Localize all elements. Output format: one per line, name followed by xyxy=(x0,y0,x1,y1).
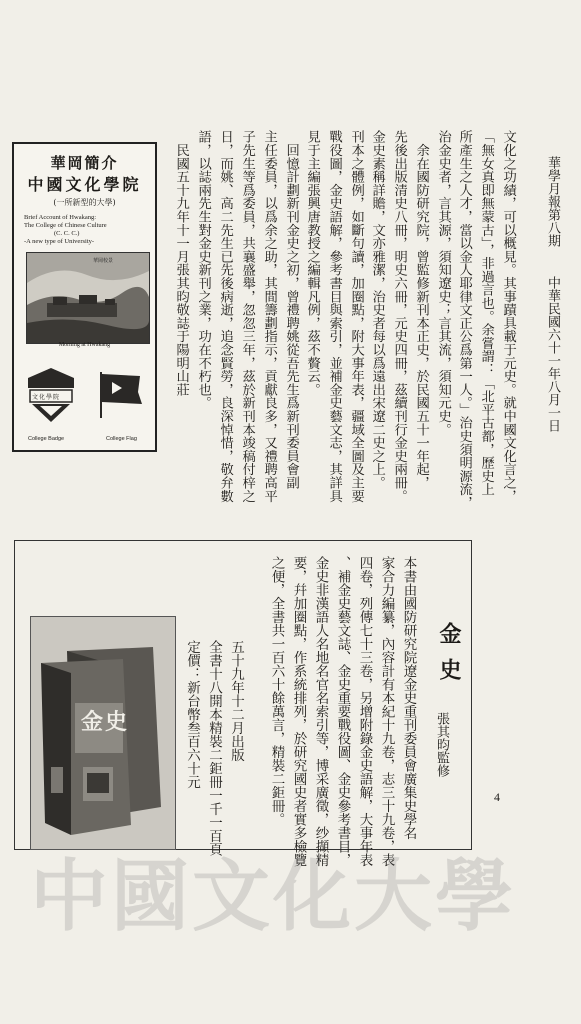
description-column: 四卷，列傳七十三卷，另增附錄金史語解，大事年表 xyxy=(356,556,373,867)
description-column: 要，幷加圈點，作系統排列，於研究國史者實多檢覽 xyxy=(290,556,307,867)
book-photo xyxy=(30,616,176,850)
article-column: 主任委員，以爲余之助，其間籌劃指示，貢獻良多，又禮聘高平 xyxy=(261,130,277,503)
college-flag-icon xyxy=(98,370,144,420)
college-ad-title: 華岡簡介 xyxy=(50,154,119,172)
book-spine-title: 金史 xyxy=(81,709,130,735)
article-column: 余在國防研究院，曾監修新刊本正史，於民國五十一年起， xyxy=(413,130,429,490)
article-column: 文化之功績，可以概見。其事蹟具載于元史。就中國文化言之， xyxy=(500,130,516,503)
article-column: 語，以誌兩先生對金史新刊之業，功在不朽也。 xyxy=(195,130,211,410)
college-english-text xyxy=(24,214,149,246)
description-column: 家合力編纂，內容計有本紀十九卷，志三十九卷，表 xyxy=(378,556,395,867)
article-column: 日，而姚、高二先生已先後病逝，追念賢勞，良深悼惜，敬弁數 xyxy=(217,130,233,503)
college-subtitle: (一所新型的大學) xyxy=(53,198,116,207)
article-column: 治金史者，言其源，須知遼史；言其流，須知元史。 xyxy=(435,130,451,436)
article-column: 金史素稱詳贍，文亦雅潔，治史者每以爲遠出宋遼二史之上。 xyxy=(369,130,385,490)
emblem-text: 文化學院 xyxy=(32,394,61,401)
english-line: Brief Account of Hwakang: xyxy=(24,214,97,221)
publication-date: 中華民國六十一年八月一日 xyxy=(545,276,560,432)
binding-info: 全書十八開本精裝二鉅冊一千一百頁 xyxy=(206,640,222,856)
photo-label: 華岡校景 xyxy=(93,258,114,264)
publication-date-info: 五十九年十二月出版 xyxy=(228,640,244,762)
campus-photo-image xyxy=(27,253,149,343)
article-column: 見于主編張興唐教授之編輯凡例，茲不贅云。 xyxy=(304,130,320,396)
description-column: 金史非漢語人名地名官名索引等，博采廣徵，纱擷精 xyxy=(312,556,329,867)
description-column: 之便，全書共一百六十餘萬言，精裝二鉅冊。 xyxy=(268,556,285,826)
campus-photo xyxy=(26,252,150,344)
article-column: 「無女真即無蒙古」，非過言也。余嘗謂：「北平古都，歷史上 xyxy=(478,130,494,496)
price-info: 定價：新台幣叁百六十元 xyxy=(184,640,200,789)
flag-caption: College Flag xyxy=(106,436,137,442)
watermark: 中國文化大學 xyxy=(30,852,517,942)
campus-photo-caption: Morning at Hwakang xyxy=(58,342,111,348)
english-line: The College of Chinese Culture xyxy=(24,222,107,229)
article-column: 先後出版清史八冊，明史六冊，元史四冊，茲續刊行金史兩冊。 xyxy=(391,130,407,503)
book-editor: 張其昀監修 xyxy=(434,712,449,777)
college-advertisement xyxy=(12,142,157,452)
college-name: 中國文化學院 xyxy=(27,175,142,194)
journal-title: 華學月報第八期 xyxy=(545,156,560,247)
article-column: 所產生之人才，當以金人耶律文正公爲第一人。」治史須明源流， xyxy=(456,130,472,510)
college-emblem-icon xyxy=(26,366,76,436)
article-column: 戰役圖，金史語解，參考書目與索引，並補金史藝文志，其詳具 xyxy=(326,130,342,503)
description-column: 、補金史藝文誌、金史重要戰役圖、金史參考書目， xyxy=(334,556,351,867)
signature-line: 民國五十九年十一月張其昀敬誌于陽明山莊 xyxy=(173,130,189,396)
book-title: 金史 xyxy=(436,622,462,694)
english-line: -A new type of University- xyxy=(24,238,95,245)
article-column: 刊本之體例，如斷句讀，加圈點，附大事年表，疆域全圖及主要 xyxy=(348,130,364,503)
page-number: 4 xyxy=(494,790,500,804)
article-column: 回憶計劃新刊金史之初，曾禮聘姚從吾先生爲新刊委員會副 xyxy=(283,130,299,490)
english-line: (C. C. C.) xyxy=(54,230,80,237)
description-column: 本書由國防研究院遼金史重刊委員會廣集史學名 xyxy=(400,556,417,840)
emblem-caption: College Badge xyxy=(28,436,65,442)
article-column: 子先生等爲委員，共襄盛舉，忽忽三年，茲於新刊本竣稿付梓之 xyxy=(239,130,255,503)
